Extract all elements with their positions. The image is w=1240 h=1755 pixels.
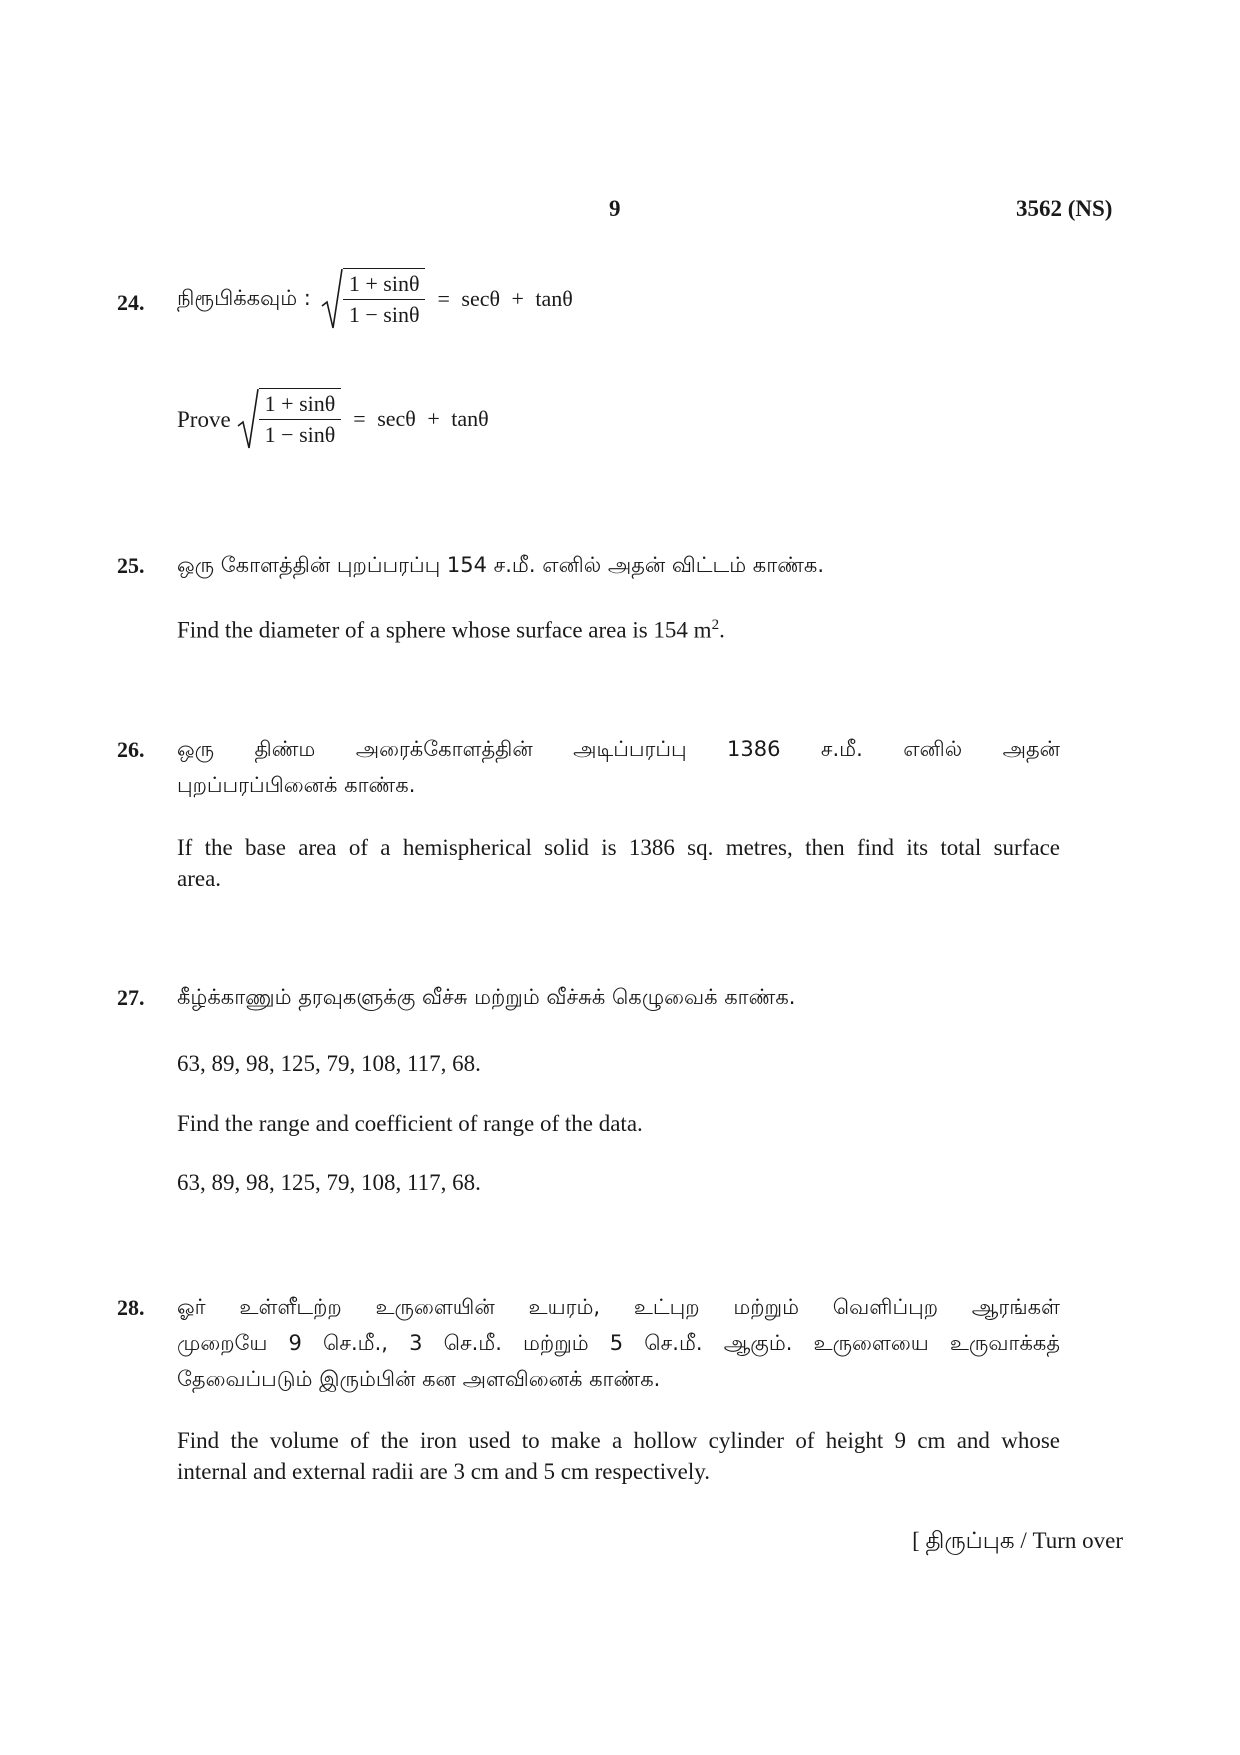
tamil-prefix: நிரூபிக்கவும் : (177, 285, 311, 310)
question-number: 27. (117, 985, 145, 1010)
english-proof-statement (177, 388, 489, 450)
page-number: 9 (609, 196, 621, 221)
tamil-text-line-3: தேவைப்படும் இரும்பின் கன அளவினைக் காண்க. (177, 1367, 661, 1391)
question-number: 25. (117, 553, 145, 578)
numerator: 1 + sinθ (343, 271, 426, 300)
english-text-line-1: Find the volume of the iron used to make a hollow cylinder of height 9 cm and whose (177, 1428, 1060, 1453)
english-text: Find the diameter of a sphere whose surface area is 154 $m^2$. (177, 617, 725, 643)
english-text: Find the range and coefficient of range of the data. (177, 1111, 643, 1136)
english-text-line-2: internal and external radii are 3 cm and 5 cm respectively. (177, 1459, 711, 1484)
tamil-text: கீழ்க்காணும் தரவுகளுக்கு வீச்சு மற்றும் வீச்சுக் கெழுவைக் காண்க. (177, 985, 796, 1009)
tamil-proof-statement (177, 268, 573, 330)
tamil-text-line-2: புறப்பரப்பினைக் காண்க. (177, 773, 416, 797)
tamil-text-line-1: ஓர் உள்ளீடற்ற உருளையின் உயரம், உட்புற மற்றும் வெளிப்புற ஆரங்கள் (177, 1295, 1060, 1319)
tamil-text-line-1: ஒரு திண்ம அரைக்கோளத்தின் அடிப்பரப்பு 1386 ச.மீ. எனில் அதன் (177, 737, 1060, 761)
rhs-expression: = secθ + tanθ (353, 406, 489, 431)
english-text-line-2: area. (177, 866, 222, 891)
english-text-line-1: If the base area of a hemispherical solid is 1386 sq. metres, then find its total surface (177, 835, 1060, 860)
question-number: 24. (117, 290, 145, 315)
question-number: 28. (117, 1295, 145, 1320)
paper-code: 3562 (NS) (1016, 196, 1113, 221)
english-prefix: Prove (177, 406, 231, 432)
data-values: 63, 89, 98, 125, 79, 108, 117, 68. (177, 1170, 481, 1195)
radical-sign-icon (321, 268, 343, 330)
question-number: 26. (117, 737, 145, 762)
radical-sign-icon (237, 388, 259, 450)
numerator: 1 + sinθ (259, 391, 342, 420)
turn-over-note: [ திருப்புக / Turn over (912, 1528, 1123, 1553)
denominator: 1 − sinθ (348, 302, 420, 327)
data-values: 63, 89, 98, 125, 79, 108, 117, 68. (177, 1051, 481, 1076)
tamil-text-line-2: முறையே 9 செ.மீ., 3 செ.மீ. மற்றும் 5 செ.மீ. ஆகும். உருளையை உருவாக்கத் (177, 1331, 1060, 1355)
fraction (259, 391, 342, 448)
fraction (343, 271, 426, 328)
tamil-text: ஒரு கோளத்தின் புறப்பரப்பு 154 ச.மீ. எனில் அதன் விட்டம் காண்க. (177, 553, 825, 577)
rhs-expression: = secθ + tanθ (437, 286, 573, 311)
square-root (237, 388, 342, 450)
square-root (321, 268, 426, 330)
denominator: 1 − sinθ (264, 422, 336, 447)
